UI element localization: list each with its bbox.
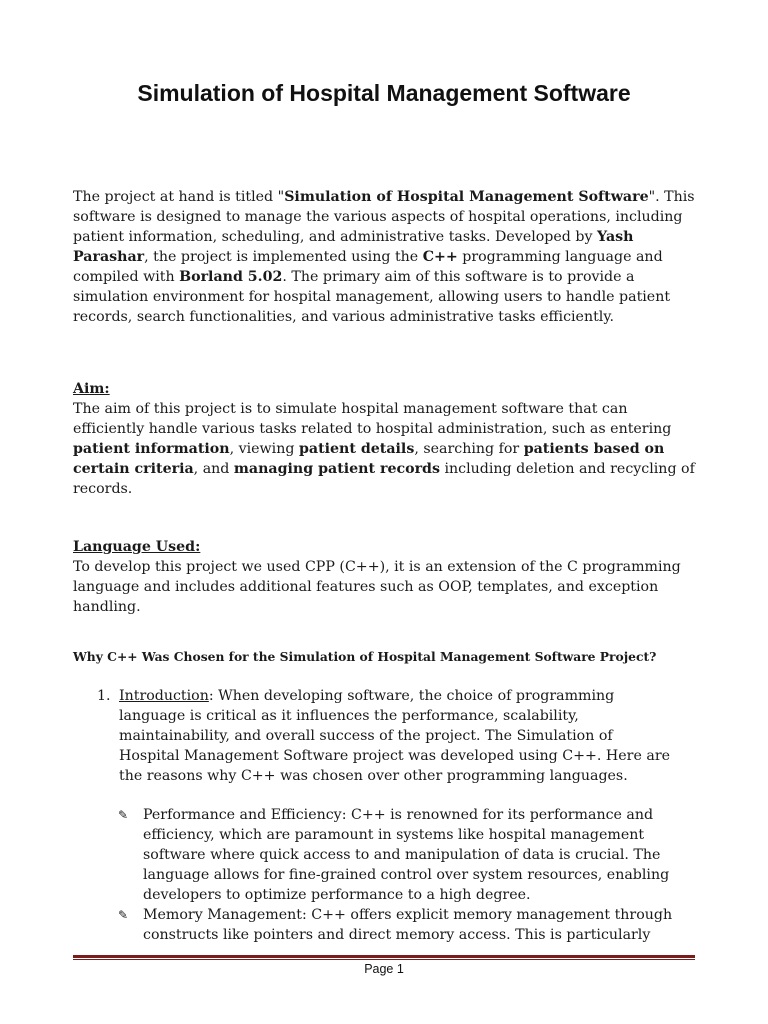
language-section — [73, 537, 698, 557]
language-heading: Language Used: — [73, 539, 201, 555]
page-number: Page 1 — [364, 962, 404, 976]
pencil-bullet-icon: ✎ — [118, 908, 129, 922]
numbered-list-item: 1. Introduction: When developing software, the choice of programming language is critical as it influences the performance, scalability, maintainability, and overall success of the project. The Simulation of Hospital Management Software project was developed using C++. Here are the reasons why C++ was chosen over other programming languages. — [97, 688, 670, 784]
list-item: ✎ Performance and Efficiency: C++ is renowned for its performance and efficiency, which are paramount in systems like hospital management software where quick access to and manipulation of data is crucial. The language allows for fine-grained control over system resources, enabling developers to optimize performance to a high degree. — [118, 807, 670, 903]
pencil-bullet-icon: ✎ — [118, 808, 129, 822]
aim-paragraph: The aim of this project is to simulate hospital management software that can efficiently handle various tasks related to hospital administration, such as entering patient information, viewing patient details, searching for patients based on certain criteria, and managing patient records including deletion and recycling of records. — [73, 401, 695, 497]
compiler-name: Borland 5.02 — [179, 269, 283, 285]
why-cpp-heading: Why C++ Was Chosen for the Simulation of Hospital Management Software Project? — [73, 649, 657, 664]
intro-paragraph: The project at hand is titled "Simulation of Hospital Management Software". This software is designed to manage the various aspects of hospital operations, including patient information, scheduling, and administrative tasks. Developed by Yash Parashar, the project is implemented using the C++ programming language and compiled with Borland 5.02. The primary aim of this software is to provide a simulation environment for hospital management, allowing users to handle patient records, search functionalities, and various administrative tasks efficiently. — [73, 189, 695, 325]
aim-section — [73, 379, 698, 399]
footer-divider-thin — [73, 959, 695, 960]
language-paragraph: To develop this project we used CPP (C++), it is an extension of the C programming language and includes additional features such as OOP, templates, and exception handling. — [73, 559, 681, 615]
developer-name: Yash Parashar — [73, 229, 634, 265]
footer-divider — [73, 955, 695, 958]
bullet-list — [118, 805, 698, 945]
document-title: Simulation of Hospital Management Software — [137, 80, 631, 106]
project-title-bold: Simulation of Hospital Management Software — [284, 189, 649, 205]
aim-heading: Aim: — [73, 381, 110, 397]
list-item: ✎ Memory Management: C++ offers explicit memory management through constructs like pointers and direct memory access. This is particularly — [118, 907, 673, 943]
list-item-label: Introduction — [119, 688, 209, 704]
language-name: C++ — [422, 249, 458, 265]
list-number: 1. — [97, 688, 111, 704]
